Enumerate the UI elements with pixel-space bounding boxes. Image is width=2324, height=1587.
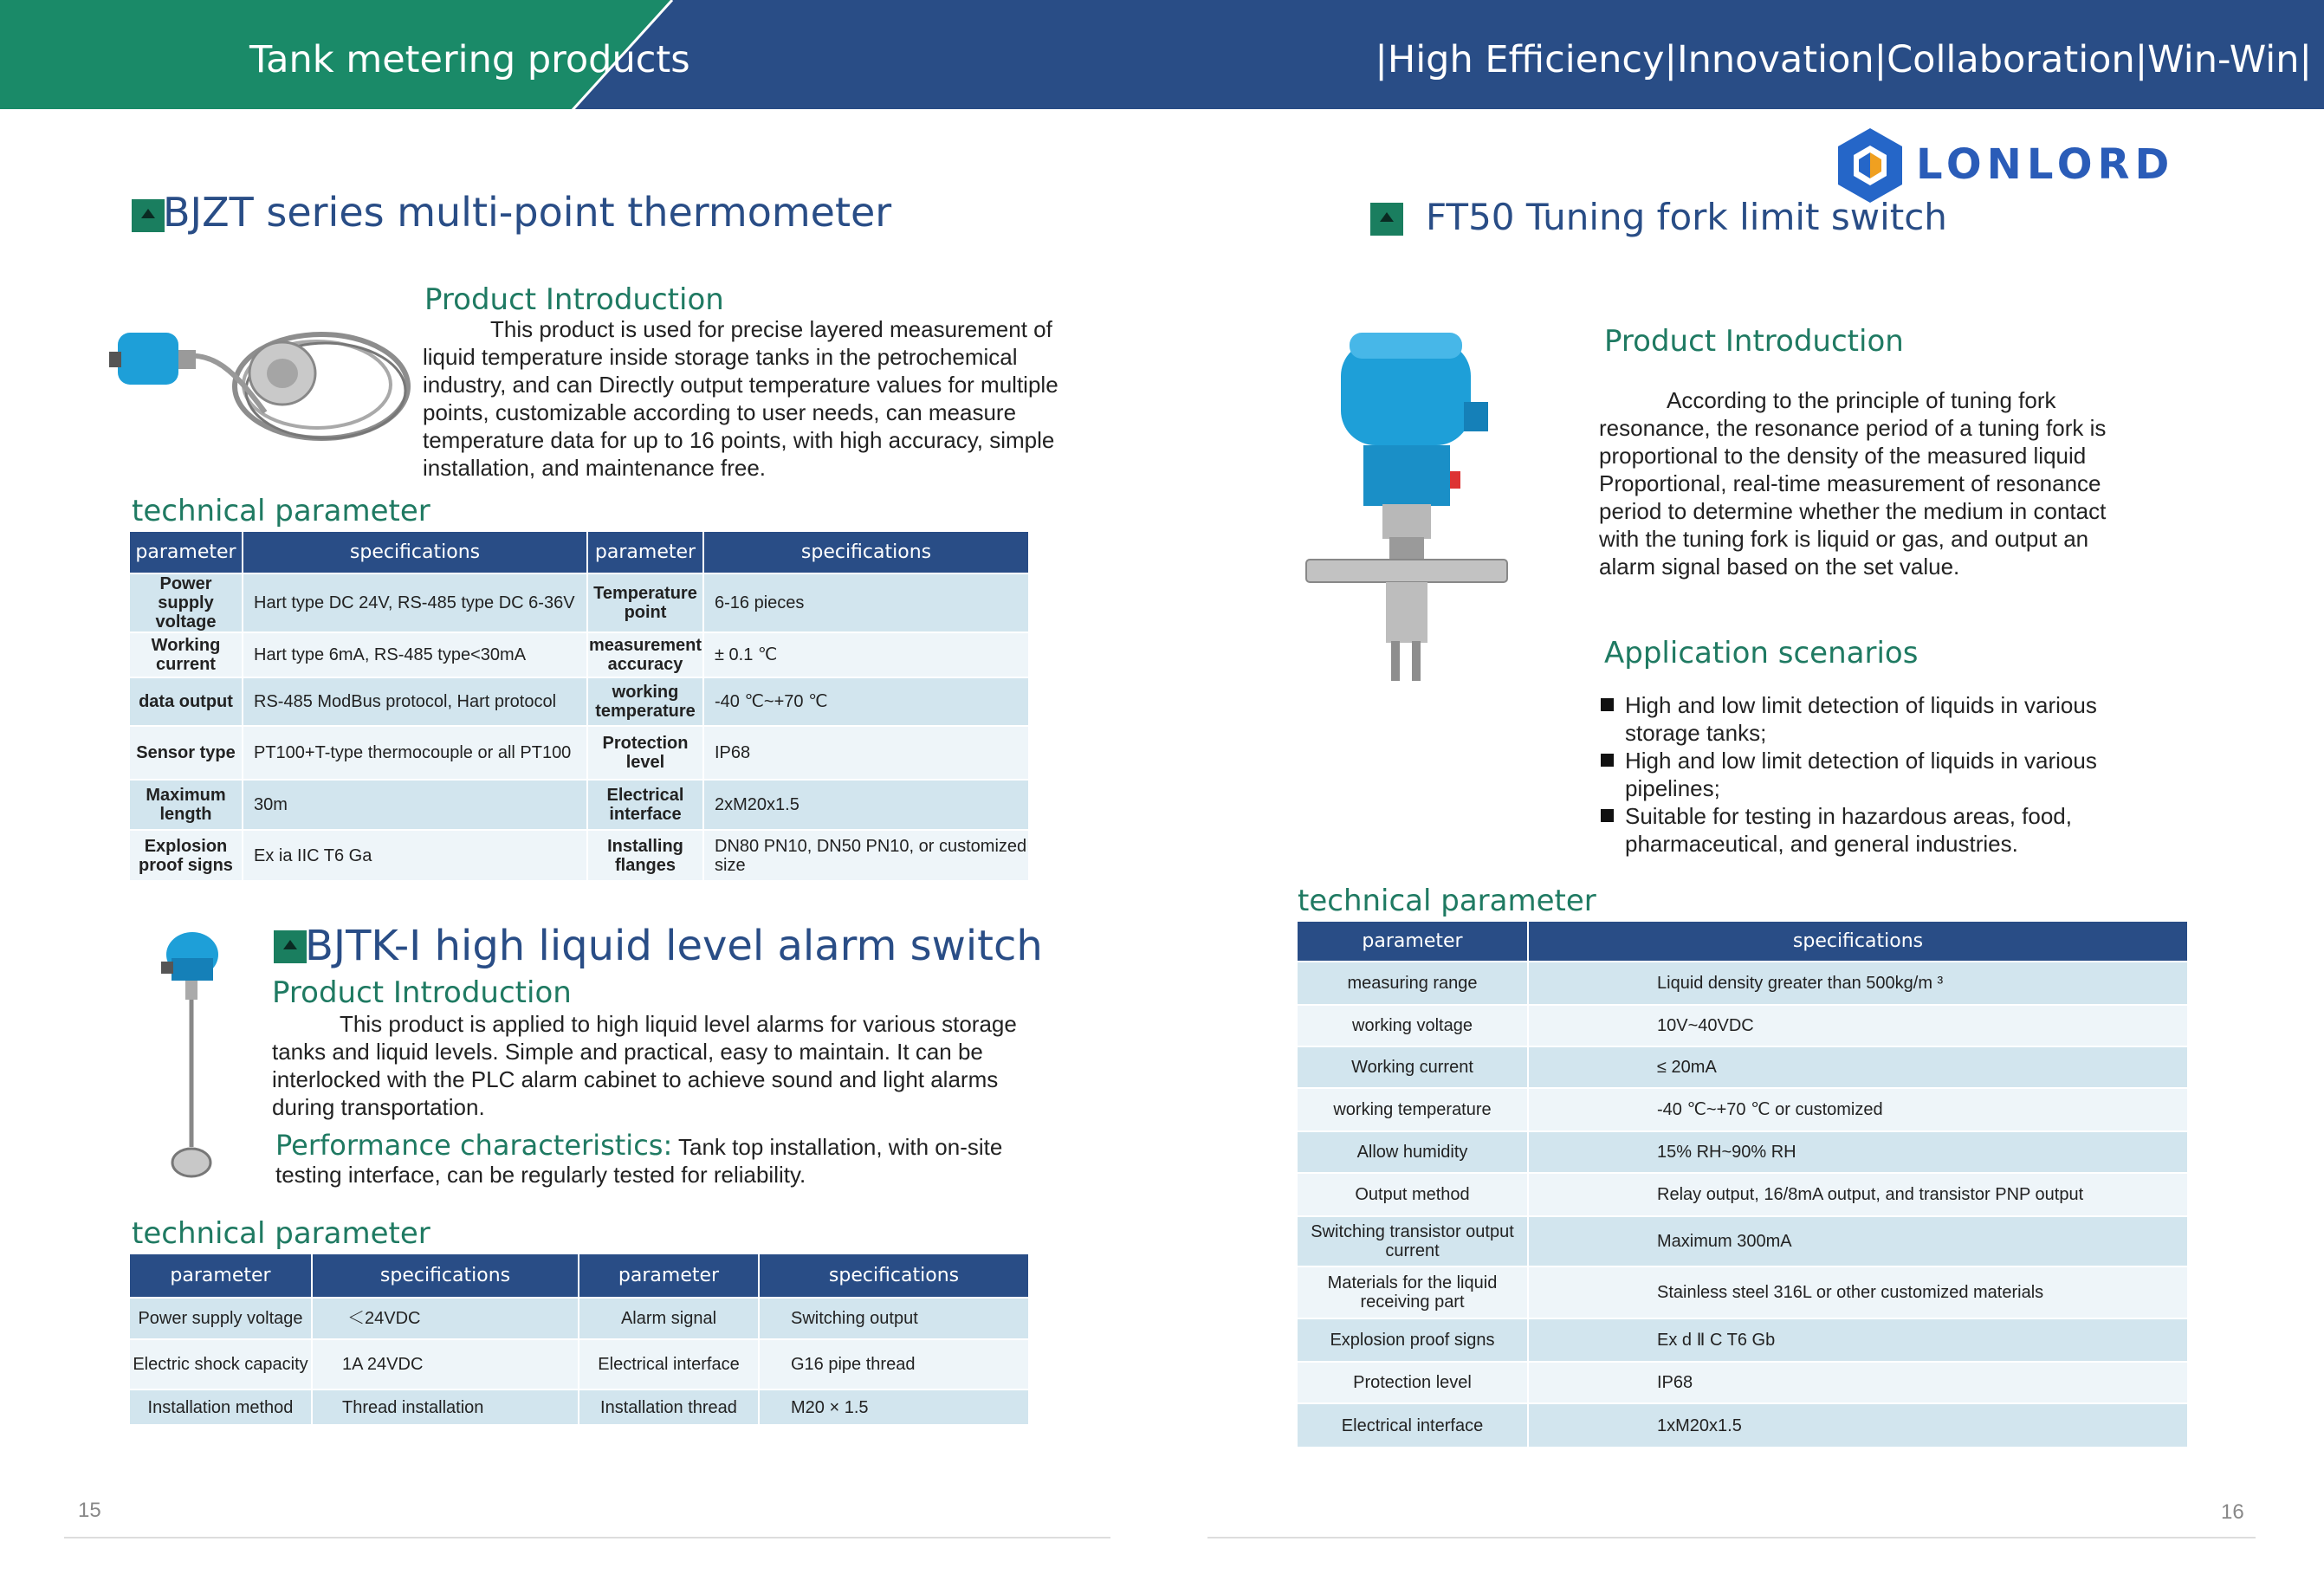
spec-cell: DN80 PN10, DN50 PN10, or customized size [703, 830, 1029, 880]
table-row [1298, 1088, 2188, 1131]
tuning-fork-switch-image [1303, 333, 1511, 688]
ft50-app-heading: Application scenarios [1604, 636, 1919, 670]
param-cell: Materials for the liquid receiving part [1298, 1266, 1528, 1318]
table-row [1298, 1131, 2188, 1173]
company-logo [1833, 126, 2179, 204]
table-row [1298, 1046, 2188, 1088]
bjtk-intro-heading: Product Introduction [272, 975, 572, 1010]
ft50-intro-text [1599, 386, 2136, 580]
param-cell: Temperature point [587, 573, 703, 632]
table-row [1298, 1005, 2188, 1046]
spec-cell: ＜24VDC [312, 1298, 579, 1339]
table-row [130, 780, 1029, 830]
section-marker-icon [274, 930, 307, 963]
spec-cell: M20 × 1.5 [759, 1389, 1029, 1424]
param-cell: Protection level [587, 726, 703, 780]
table-row [1298, 1266, 2188, 1318]
bjtk-perf-heading: Performance characteristics: [275, 1129, 673, 1162]
spec-cell: 10V~40VDC [1528, 1005, 2188, 1046]
table-row [130, 573, 1029, 632]
param-cell: Maximum length [130, 780, 243, 830]
section-marker-icon [1370, 203, 1403, 236]
table-row [130, 830, 1029, 880]
bjtk-perf-text: Tank top installation, with on-site testing interface, can be regularly tested for reliability. [275, 1134, 1003, 1188]
spec-cell: Ex ia IIC T6 Ga [243, 830, 587, 880]
table-header-row [130, 532, 1029, 573]
spec-cell: ± 0.1 ℃ [703, 632, 1029, 677]
param-cell: Sensor type [130, 726, 243, 780]
param-cell: Working current [130, 632, 243, 677]
list-item: High and low limit detection of liquids in various storage tanks; [1601, 691, 2155, 747]
table-row [130, 632, 1029, 677]
param-cell: Installation method [130, 1389, 312, 1424]
table-row [1298, 1216, 2188, 1266]
spec-cell: Maximum 300mA [1528, 1216, 2188, 1266]
bjtk-performance [275, 1131, 1020, 1189]
spec-cell: PT100+T-type thermocouple or all PT100 [243, 726, 587, 780]
lonlord-hexagon-logo-icon [1833, 126, 1907, 204]
spec-cell: Liquid density greater than 500kg/m ³ [1528, 962, 2188, 1005]
bjzt-tech-heading: technical parameter [132, 494, 430, 528]
footer-divider [64, 1537, 1110, 1538]
param-cell: Electrical interface [587, 780, 703, 830]
spec-cell: ≤ 20mA [1528, 1046, 2188, 1088]
spec-cell: 6-16 pieces [703, 573, 1029, 632]
table-header-cell: parameter [130, 1254, 312, 1298]
spec-cell: 1xM20x1.5 [1528, 1403, 2188, 1447]
table-header-cell: parameter [587, 532, 703, 573]
bjtk-intro-body: This product is applied to high liquid level alarms for various storage tanks and liquid levels. Simple and practical, easy to maintain. It can be interlocked with the PLC alarm cabinet to achieve sound and light alarms during transportation. [272, 1011, 1017, 1120]
param-cell: Power supply voltage [130, 573, 243, 632]
table-row [130, 1298, 1029, 1339]
param-cell: Electrical interface [1298, 1403, 1528, 1447]
param-cell: measuring range [1298, 962, 1528, 1005]
table-header-cell: specifications [243, 532, 587, 573]
ft50-intro-heading: Product Introduction [1604, 324, 1904, 359]
level-alarm-switch-image [161, 929, 222, 1189]
table-row [130, 1389, 1029, 1424]
table-header-row [130, 1254, 1029, 1298]
table-header-cell: specifications [312, 1254, 579, 1298]
table-row [1298, 1318, 2188, 1362]
spec-cell: IP68 [703, 726, 1029, 780]
spec-cell: 30m [243, 780, 587, 830]
param-cell: working temperature [1298, 1088, 1528, 1131]
param-cell: Working current [1298, 1046, 1528, 1088]
spec-cell: Stainless steel 316L or other customized materials [1528, 1266, 2188, 1318]
bjtk-title: BJTK-I high liquid level alarm switch [305, 922, 1043, 970]
param-cell: Installing flanges [587, 830, 703, 880]
table-header-cell: parameter [579, 1254, 759, 1298]
param-cell: Switching transistor output current [1298, 1216, 1528, 1266]
ft50-tech-heading: technical parameter [1298, 884, 1596, 918]
section-marker-icon [132, 199, 165, 232]
param-cell: working voltage [1298, 1005, 1528, 1046]
spec-cell: Hart type 6mA, RS-485 type<30mA [243, 632, 587, 677]
ft50-parameter-table [1298, 922, 2189, 1447]
list-item: High and low limit detection of liquids in various pipelines; [1601, 747, 2155, 802]
param-cell: measurement accuracy [587, 632, 703, 677]
header-title: Tank metering products [249, 38, 690, 81]
param-cell: Alarm signal [579, 1298, 759, 1339]
table-row [130, 1339, 1029, 1389]
param-cell: working temperature [587, 677, 703, 726]
param-cell: Output method [1298, 1173, 1528, 1216]
table-row [1298, 1173, 2188, 1216]
multi-point-thermometer-image [109, 308, 412, 464]
param-cell: Explosion proof signs [1298, 1318, 1528, 1362]
header-slogan: |High Efficiency|Innovation|Collaboration|Win-Win| [1375, 38, 2312, 81]
param-cell: Allow humidity [1298, 1131, 1528, 1173]
param-cell: data output [130, 677, 243, 726]
table-header-row [1298, 922, 2188, 962]
param-cell: Electrical interface [579, 1339, 759, 1389]
bjtk-intro-text [272, 1010, 1034, 1121]
table-header-cell: specifications [703, 532, 1029, 573]
footer-divider [1207, 1537, 2256, 1538]
spec-cell: Thread installation [312, 1389, 579, 1424]
spec-cell: 15% RH~90% RH [1528, 1131, 2188, 1173]
table-row [1298, 1362, 2188, 1403]
param-cell: Explosion proof signs [130, 830, 243, 880]
table-row [1298, 1403, 2188, 1447]
bjzt-title: BJZT series multi-point thermometer [163, 189, 892, 236]
param-cell: Installation thread [579, 1389, 759, 1424]
page-number-left: 15 [78, 1499, 101, 1522]
table-row [1298, 962, 2188, 1005]
param-cell: Power supply voltage [130, 1298, 312, 1339]
spec-cell: 1A 24VDC [312, 1339, 579, 1389]
spec-cell: Hart type DC 24V, RS-485 type DC 6-36V [243, 573, 587, 632]
table-header-cell: parameter [130, 532, 243, 573]
spec-cell: IP68 [1528, 1362, 2188, 1403]
bjzt-intro-body: This product is used for precise layered measurement of liquid temperature inside storage tanks in the petrochemical industry, and can Directly output temperature values for multiple points, customizable according to user needs, can measure temperature data for up to 16 points, with high accuracy, simple installation, and maintenance free. [423, 316, 1058, 481]
spec-cell: -40 ℃~+70 ℃ or customized [1528, 1088, 2188, 1131]
bjzt-intro-text [423, 315, 1090, 482]
param-cell: Protection level [1298, 1362, 1528, 1403]
table-header-cell: parameter [1298, 922, 1528, 962]
table-row [130, 726, 1029, 780]
spec-cell: Relay output, 16/8mA output, and transistor PNP output [1528, 1173, 2188, 1216]
spec-cell: 2xM20x1.5 [703, 780, 1029, 830]
param-cell: Electric shock capacity [130, 1339, 312, 1389]
list-item: Suitable for testing in hazardous areas, food, pharmaceutical, and general industries. [1601, 802, 2155, 858]
bjtk-tech-heading: technical parameter [132, 1216, 430, 1251]
table-header-cell: specifications [759, 1254, 1029, 1298]
bjzt-intro-heading: Product Introduction [424, 282, 724, 317]
ft50-title: FT50 Tuning fork limit switch [1426, 196, 1947, 238]
logo-text: LONLORD [1916, 140, 2175, 189]
spec-cell: Switching output [759, 1298, 1029, 1339]
bjzt-parameter-table [130, 532, 1030, 880]
header-band [0, 0, 2324, 109]
table-header-cell: specifications [1528, 922, 2188, 962]
spec-cell: RS-485 ModBus protocol, Hart protocol [243, 677, 587, 726]
ft50-app-list [1601, 691, 2155, 858]
spec-cell: -40 ℃~+70 ℃ [703, 677, 1029, 726]
ft50-intro-body: According to the principle of tuning fork resonance, the resonance period of a tuning fork is proportional to the density of the measured liquid Proportional, real-time measurement of resonance period to determine whether the medium in contact with the tuning fork is liquid or gas, and output an alarm signal based on the set value. [1599, 387, 2107, 580]
spec-cell: G16 pipe thread [759, 1339, 1029, 1389]
spec-cell: Ex d Ⅱ C T6 Gb [1528, 1318, 2188, 1362]
bjtk-parameter-table [130, 1254, 1030, 1424]
page-number-right: 16 [2221, 1500, 2244, 1524]
table-row [130, 677, 1029, 726]
